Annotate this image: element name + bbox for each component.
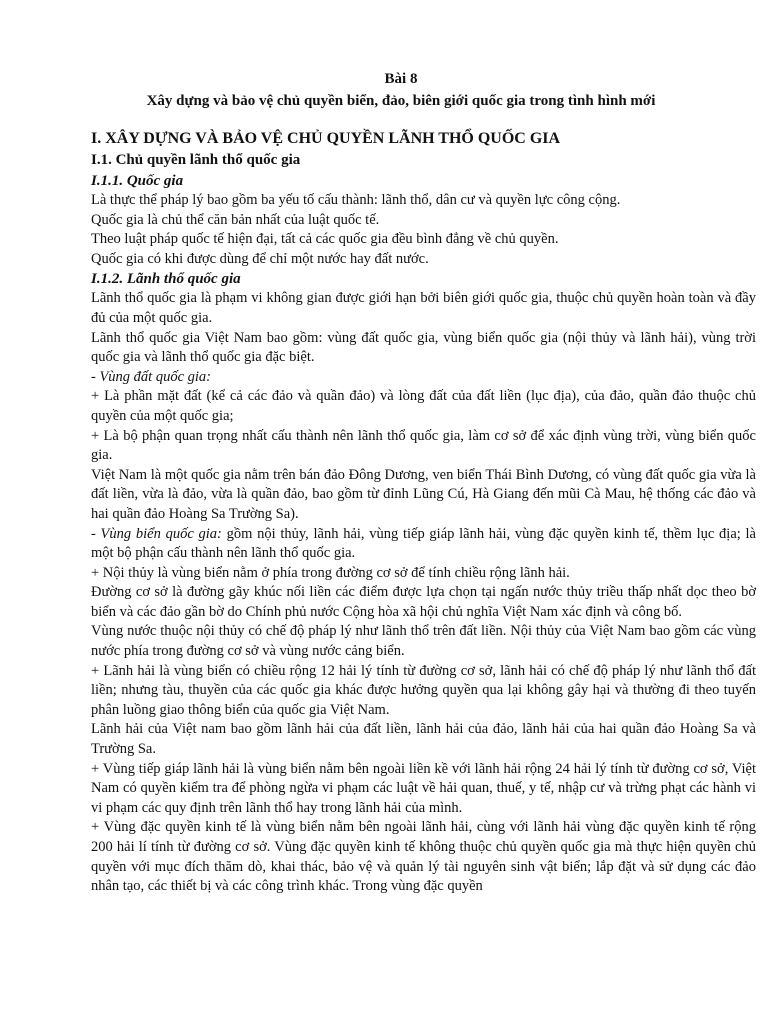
paragraph: + Là phần mặt đất (kể cả các đảo và quần đảo) và lòng đất của đất liền (lục địa), của đảo, quần đảo thuộc chủ quyền của một quốc gia;	[91, 388, 756, 424]
paragraph: Vùng nước thuộc nội thủy có chế độ pháp lý như lãnh thổ trên đất liền. Nội thủy của Việt Nam bao gồm các vùng nước phía trong đường cơ sở và vùng nước cảng biển.	[91, 623, 756, 660]
subsubsection-heading-lanh-tho: I.1.2. Lãnh thổ quốc gia	[91, 271, 241, 288]
lesson-title: Xây dựng và bảo vệ chủ quyền biển, đảo, biên giới quốc gia trong tình hình mới	[146, 93, 656, 109]
paragraph-italic: - Vùng đất quốc gia:	[91, 368, 212, 385]
paragraph: Việt Nam là một quốc gia nằm trên bán đảo Đông Dương, ven biển Thái Bình Dương, có vùng đất quốc gia vừa là đất liền, vừa là đảo, vừa là quần đảo, bao gồm từ đỉnh Lũng Cú, Hà Giang đến mũi Cà Mau, hệ thống các đảo và hai quần đảo Hoàng Sa Trường Sa).	[91, 466, 756, 522]
inline-text: gồm nội thủy, lãnh hải, vùng tiếp giáp lãnh hải, vùng đặc quyền kinh tế, thềm lục địa; là một bộ phận cấu thành nên lãnh thổ quốc gia.	[91, 525, 756, 562]
paragraph: Là thực thể pháp lý bao gồm ba yếu tố cấu thành: lãnh thổ, dân cư và quyền lực công cộng.	[91, 192, 621, 208]
lesson-number: Bài 8	[384, 71, 418, 87]
spacer	[91, 112, 768, 128]
section-heading: I. XÂY DỰNG VÀ BẢO VỆ CHỦ QUYỀN LÃNH THỔ QUỐC GIA	[91, 130, 561, 147]
subsubsection-heading-quoc-gia: I.1.1. Quốc gia	[91, 173, 184, 189]
paragraph	[91, 525, 756, 564]
inline-italic-term: - Vùng biển quốc gia:	[91, 525, 222, 542]
paragraph: + Lãnh hải là vùng biển có chiều rộng 12 hải lý tính từ đường cơ sở, lãnh hải có chế độ pháp lý như lãnh thổ đất liền; nhưng tàu, thuyền của các quốc gia khác được hưởng quyền qua lại không gây hại và thường đi theo tuyến phân luồng giao thông biển của quốc gia Việt Nam.	[91, 662, 756, 718]
paragraph: Quốc gia là chủ thể căn bản nhất của luật quốc tế.	[91, 211, 380, 228]
paragraph: + Nội thủy là vùng biển nằm ở phía trong đường cơ sở để tính chiều rộng lãnh hải.	[91, 564, 570, 581]
paragraph: + Vùng đặc quyền kinh tế là vùng biển nằm bên ngoài lãnh hải, cùng với lãnh hải vùng đặc quyền kinh tế rộng 200 hải lí tính từ đường cơ sở. Vùng đặc quyền kinh tế không thuộc chủ quyền quốc gia mà thực hiện quyền chủ quyền với mục đích thăm dò, khai thác, bảo vệ và quản lý tài nguyên sinh vật biển; lắp đặt và sử dụng các đảo nhân tạo, các thiết bị và các công trình khác. Trong vùng đặc quyền	[91, 819, 756, 895]
paragraph: + Vùng tiếp giáp lãnh hải là vùng biển nằm bên ngoài liền kề với lãnh hải rộng 24 hải lý tính từ đường cơ sở, Việt Nam có quyền kiểm tra để phòng ngừa vi phạm các luật về hải quan, thuế, y tế, nhập cư và trừng phạt các hành vi vi phạm các quy định trên lãnh thổ hay trong lãnh hải của mình.	[91, 760, 756, 816]
paragraph: + Là bộ phận quan trọng nhất cấu thành nên lãnh thổ quốc gia, làm cơ sở để xác định vùng trời, vùng biển quốc gia.	[91, 427, 756, 464]
paragraph: Quốc gia có khi được dùng để chỉ một nước hay đất nước.	[91, 250, 429, 267]
paragraph: Đường cơ sở là đường gãy khúc nối liền các điểm được lựa chọn tại ngấn nước thủy triều thấp nhất dọc theo bờ biển và các đảo gần bờ do Chính phủ nước Cộng hòa xã hội chủ nghĩa Việt Nam xác định và công bố.	[91, 584, 756, 620]
paragraph: Theo luật pháp quốc tế hiện đại, tất cả các quốc gia đều bình đẳng về chủ quyền.	[91, 231, 559, 248]
paragraph: Lãnh hải của Việt nam bao gồm lãnh hải của đất liền, lãnh hải của đảo, lãnh hải của hai quần đảo Hoàng Sa và Trường Sa.	[91, 721, 756, 758]
paragraph: Lãnh thổ quốc gia Việt Nam bao gồm: vùng đất quốc gia, vùng biển quốc gia (nội thủy và lãnh hải), vùng trời quốc gia và lãnh thổ quốc gia đặc biệt.	[91, 329, 756, 366]
subsection-heading: I.1. Chủ quyền lãnh thổ quốc gia	[91, 152, 301, 168]
paragraph: Lãnh thổ quốc gia là phạm vi không gian được giới hạn bởi biên giới quốc gia, thuộc chủ quyền hoàn toàn và đầy đủ của một quốc gia.	[91, 290, 756, 326]
